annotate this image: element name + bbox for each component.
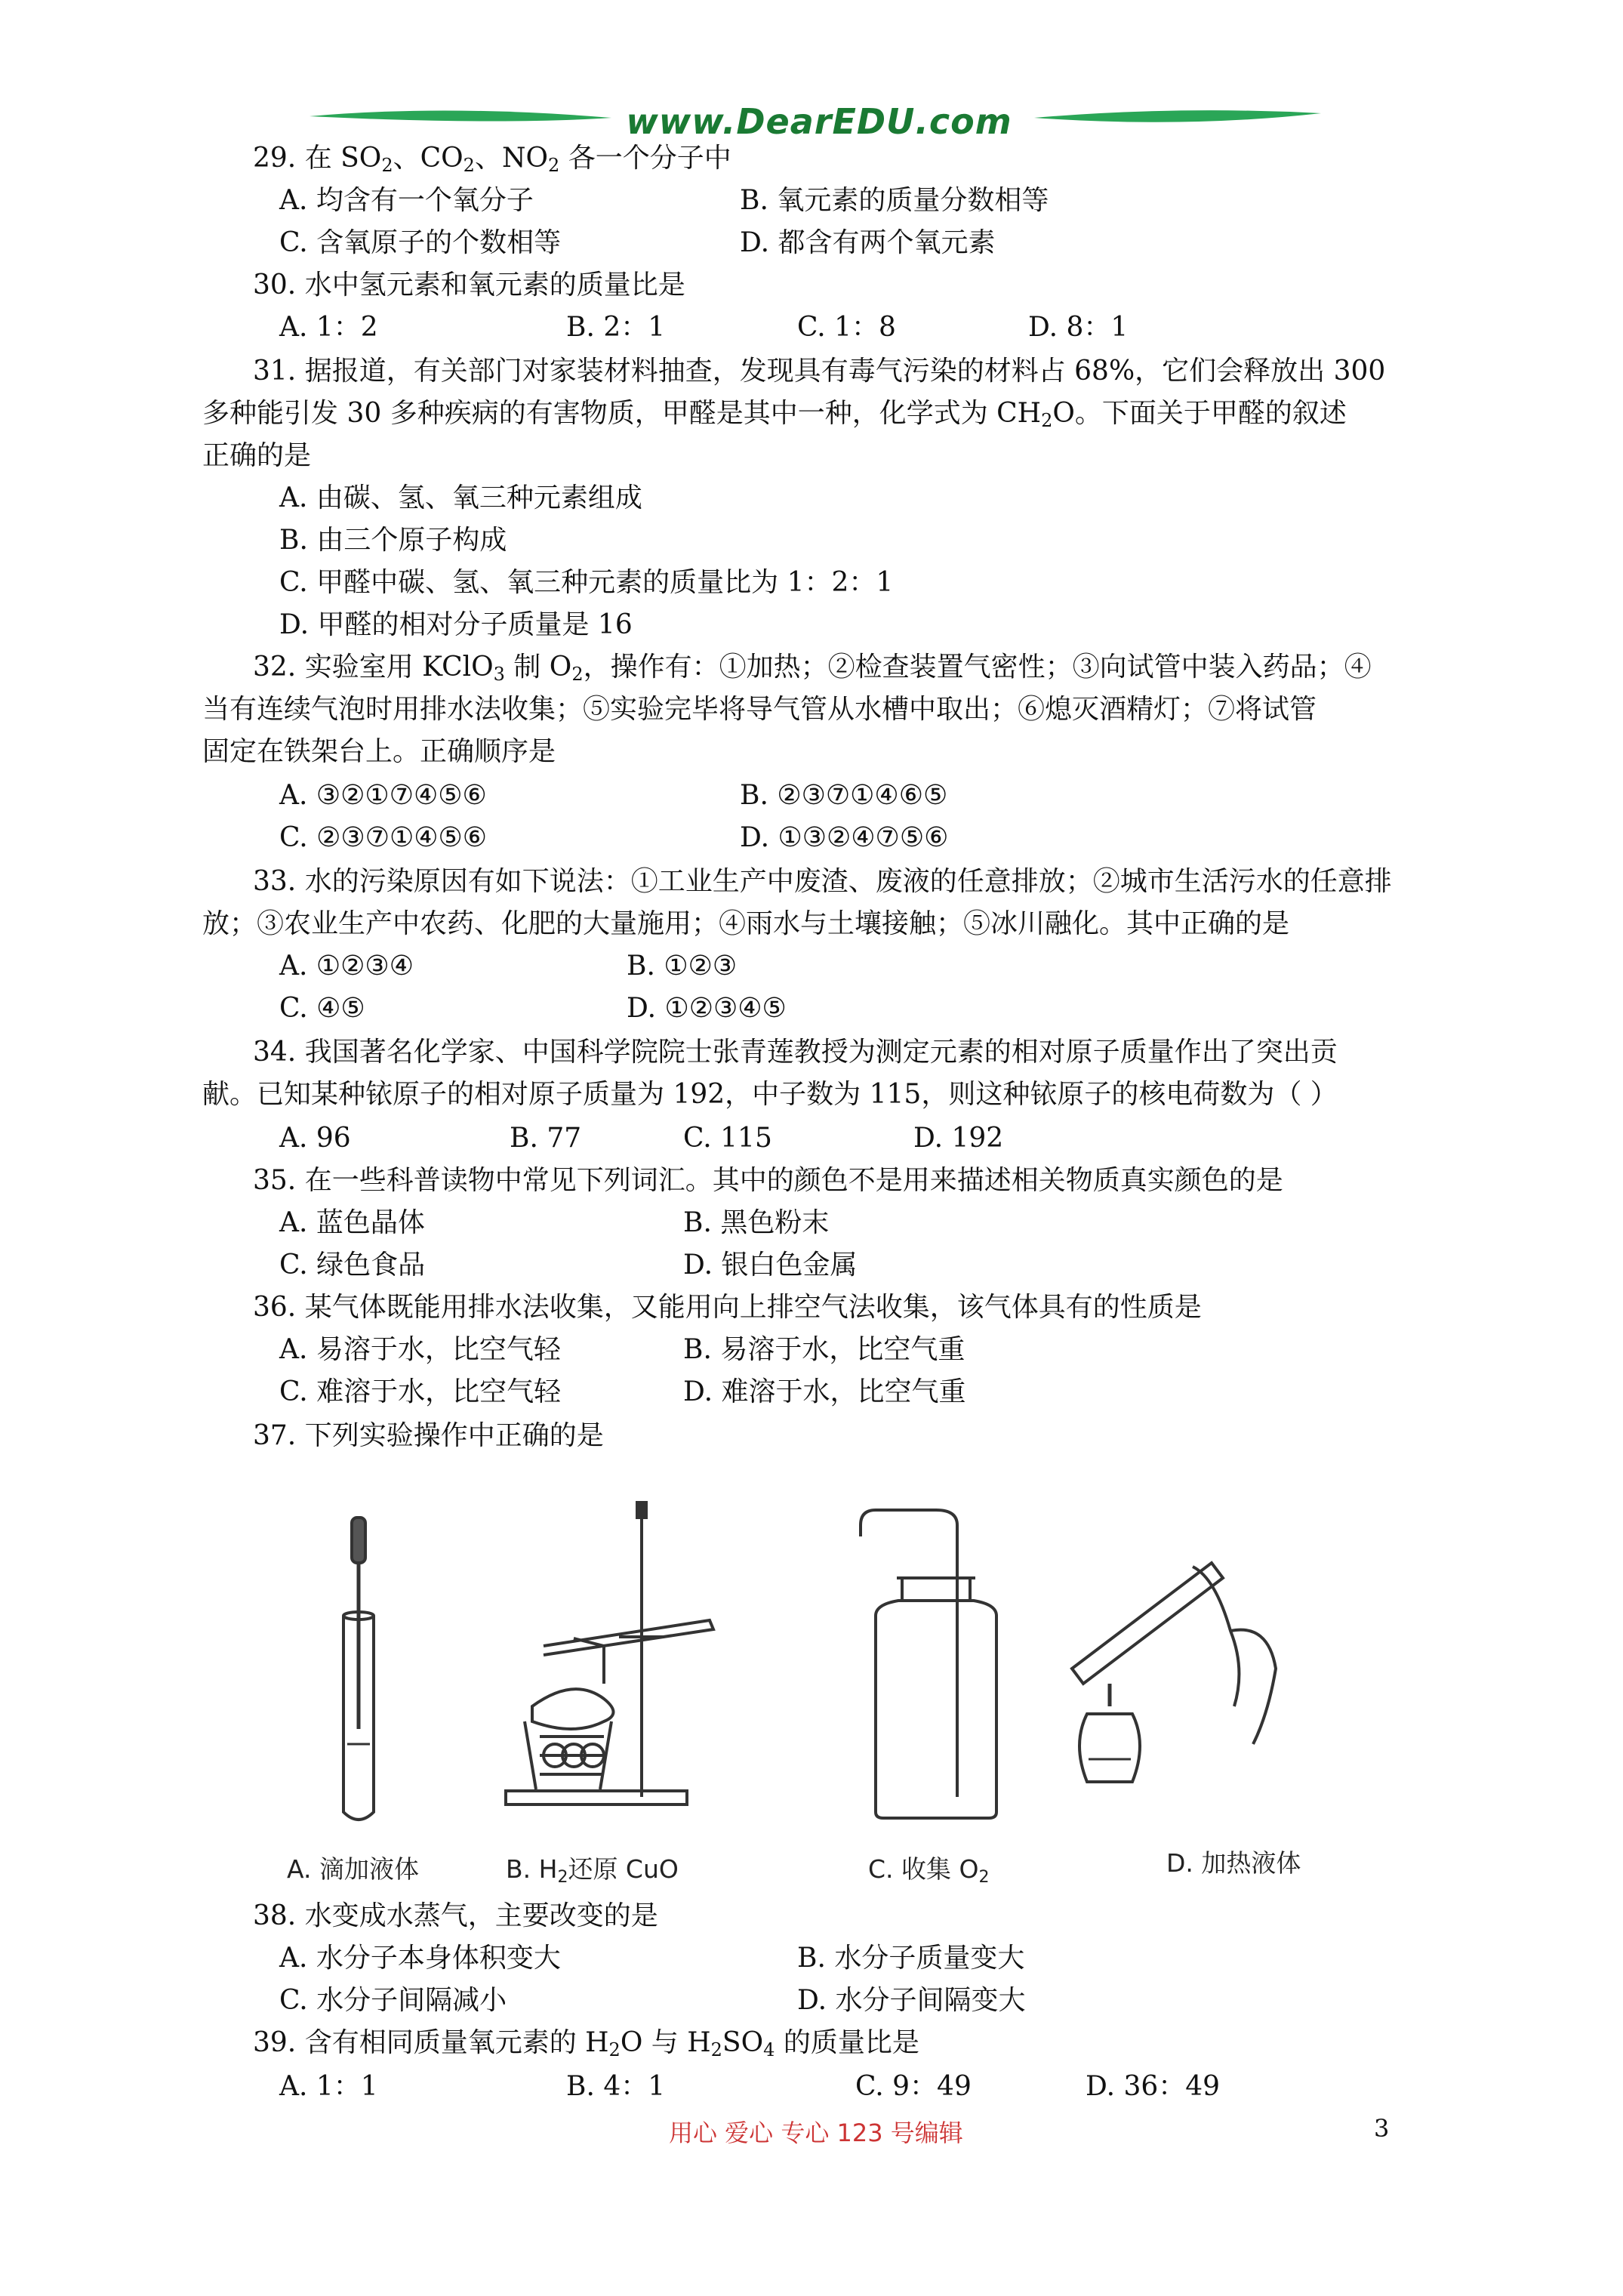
question-39-option-c: C. 9：49 xyxy=(855,2071,972,2102)
question-39-option-b: B. 4：1 xyxy=(566,2071,666,2102)
question-33-option-a: A. ①②③④ xyxy=(279,951,414,982)
figure-a-dropper-test-tube xyxy=(343,1518,374,1820)
question-31-line-1: 31. 据报道，有关部门对家装材料抽查，发现具有毒气污染的材料占 68%，它们会释放出 300 xyxy=(253,356,1386,387)
figure-a-caption: A. 滴加液体 xyxy=(287,1854,419,1884)
question-35-option-d: D. 银白色金属 xyxy=(683,1250,858,1281)
question-29-option-a: A. 均含有一个氧分子 xyxy=(279,185,534,216)
question-38-option-c: C. 水分子间隔减小 xyxy=(279,1985,507,2016)
question-33-line-2: 放；③农业生产中农药、化肥的大量施用；④雨水与土壤接触；⑤冰川融化。其中正确的是 xyxy=(202,908,1290,939)
figure-d-caption: D. 加热液体 xyxy=(1166,1848,1301,1878)
question-33-option-d: D. ①②③④⑤ xyxy=(627,993,787,1024)
question-29-option-c: C. 含氧原子的个数相等 xyxy=(279,227,562,258)
question-35-option-b: B. 黑色粉末 xyxy=(683,1207,830,1238)
question-32-line-3: 固定在铁架台上。正确顺序是 xyxy=(202,736,556,767)
question-29-stem: 29. 在 $SO_2$、$CO_2$、$NO_2$ 各一个分子中 xyxy=(253,143,731,176)
question-35-option-c: C. 绿色食品 xyxy=(279,1250,426,1281)
question-38-option-d: D. 水分子间隔变大 xyxy=(797,1985,1026,2016)
question-34-option-b: B. 77 xyxy=(510,1123,582,1154)
question-33-option-c: C. ④⑤ xyxy=(279,993,365,1024)
lab-apparatus-figure xyxy=(287,1495,1359,1888)
question-32-line-1: 32. 实验室用 KClO$_3$ 制 $O_2$，操作有：①加热；②检查装置气密性；③向试管中装入药品；④ xyxy=(253,652,1372,685)
question-31-line-2: 多种能引发 30 多种疾病的有害物质，甲醛是其中一种，化学式为 $CH_2O$。下面关于甲醛的叙述 xyxy=(202,398,1347,431)
question-34-option-a: A. 96 xyxy=(279,1123,351,1154)
question-31-option-d: D. 甲醛的相对分子质量是 16 xyxy=(279,609,633,640)
question-34-line-1: 34. 我国著名化学家、中国科学院院士张青莲教授为测定元素的相对原子质量作出了突出贡 xyxy=(253,1037,1338,1068)
question-30-option-c: C. 1：8 xyxy=(797,312,896,343)
question-32-option-d: D. ①③②④⑦⑤⑥ xyxy=(740,822,949,853)
footer-text: 用心 爱心 专心 123 号编辑 xyxy=(669,2119,963,2147)
question-37-stem: 37. 下列实验操作中正确的是 xyxy=(253,1420,604,1451)
question-35-stem: 35. 在一些科普读物中常见下列词汇。其中的颜色不是用来描述相关物质真实颜色的是 xyxy=(253,1165,1283,1196)
question-34-line-2: 献。已知某种铱原子的相对原子质量为 192，中子数为 115，则这种铱原子的核电荷数为（ ） xyxy=(202,1079,1338,1110)
question-32-option-a: A. ③②①⑦④⑤⑥ xyxy=(279,780,487,811)
question-31-option-b: B. 由三个原子构成 xyxy=(279,525,507,556)
question-36-option-c: C. 难溶于水，比空气轻 xyxy=(279,1376,562,1407)
question-39-option-a: A. 1：1 xyxy=(279,2071,378,2102)
figure-c-caption: C. 收集 $O_2$ xyxy=(868,1854,990,1887)
question-29-option-b: B. 氧元素的质量分数相等 xyxy=(740,185,1049,216)
question-32-option-b: B. ②③⑦①④⑥⑤ xyxy=(740,780,948,811)
site-logo-text: www.DearEDU.com xyxy=(626,101,1012,142)
question-30-option-a: A. 1：2 xyxy=(279,312,378,343)
question-30-option-b: B. 2：1 xyxy=(566,312,666,343)
question-39-option-d: D. 36：49 xyxy=(1086,2071,1221,2102)
lab-apparatus-drawings xyxy=(287,1495,1359,1827)
question-30-option-d: D. 8：1 xyxy=(1028,312,1129,343)
question-36-option-d: D. 难溶于水，比空气重 xyxy=(683,1376,966,1407)
question-29-option-d: D. 都含有两个氧元素 xyxy=(740,227,996,258)
question-36-option-b: B. 易溶于水，比空气重 xyxy=(683,1334,965,1365)
figure-b-h2-reduction-setup xyxy=(506,1502,713,1804)
question-36-stem: 36. 某气体既能用排水法收集，又能用向上排空气法收集，该气体具有的性质是 xyxy=(253,1292,1202,1323)
page-number: 3 xyxy=(1374,2114,1390,2143)
question-33-line-1: 33. 水的污染原因有如下说法：①工业生产中废渣、废液的任意排放；②城市生活污水的任意排 xyxy=(253,866,1392,897)
question-33-option-b: B. ①②③ xyxy=(627,951,738,982)
question-35-option-a: A. 蓝色晶体 xyxy=(279,1207,425,1238)
figure-c-gas-collection-bottle xyxy=(861,1510,996,1818)
figure-d-heating-test-tube xyxy=(1072,1563,1276,1782)
question-39-stem: 39. 含有相同质量氧元素的 $H_2O$ 与 $H_2SO_4$ 的质量比是 xyxy=(253,2027,919,2060)
figure-b-caption: B. $H_2$还原 CuO xyxy=(506,1854,679,1887)
question-38-option-b: B. 水分子质量变大 xyxy=(797,1943,1025,1974)
question-38-option-a: A. 水分子本身体积变大 xyxy=(279,1943,561,1974)
question-32-line-2: 当有连续气泡时用排水法收集；⑤实验完毕将导气管从水槽中取出；⑥熄灭酒精灯；⑦将试管 xyxy=(202,694,1317,725)
question-31-option-c: C. 甲醛中碳、氢、氧三种元素的质量比为 1：2：1 xyxy=(279,567,894,598)
question-34-option-c: C. 115 xyxy=(683,1123,772,1154)
question-31-option-a: A. 由碳、氢、氧三种元素组成 xyxy=(279,482,642,513)
question-38-stem: 38. 水变成水蒸气，主要改变的是 xyxy=(253,1900,658,1931)
question-34-option-d: D. 192 xyxy=(913,1123,1004,1154)
question-30-stem: 30. 水中氢元素和氧元素的质量比是 xyxy=(253,270,685,300)
question-36-option-a: A. 易溶于水，比空气轻 xyxy=(279,1334,561,1365)
question-31-line-3: 正确的是 xyxy=(202,440,312,471)
question-32-option-c: C. ②③⑦①④⑤⑥ xyxy=(279,822,488,853)
